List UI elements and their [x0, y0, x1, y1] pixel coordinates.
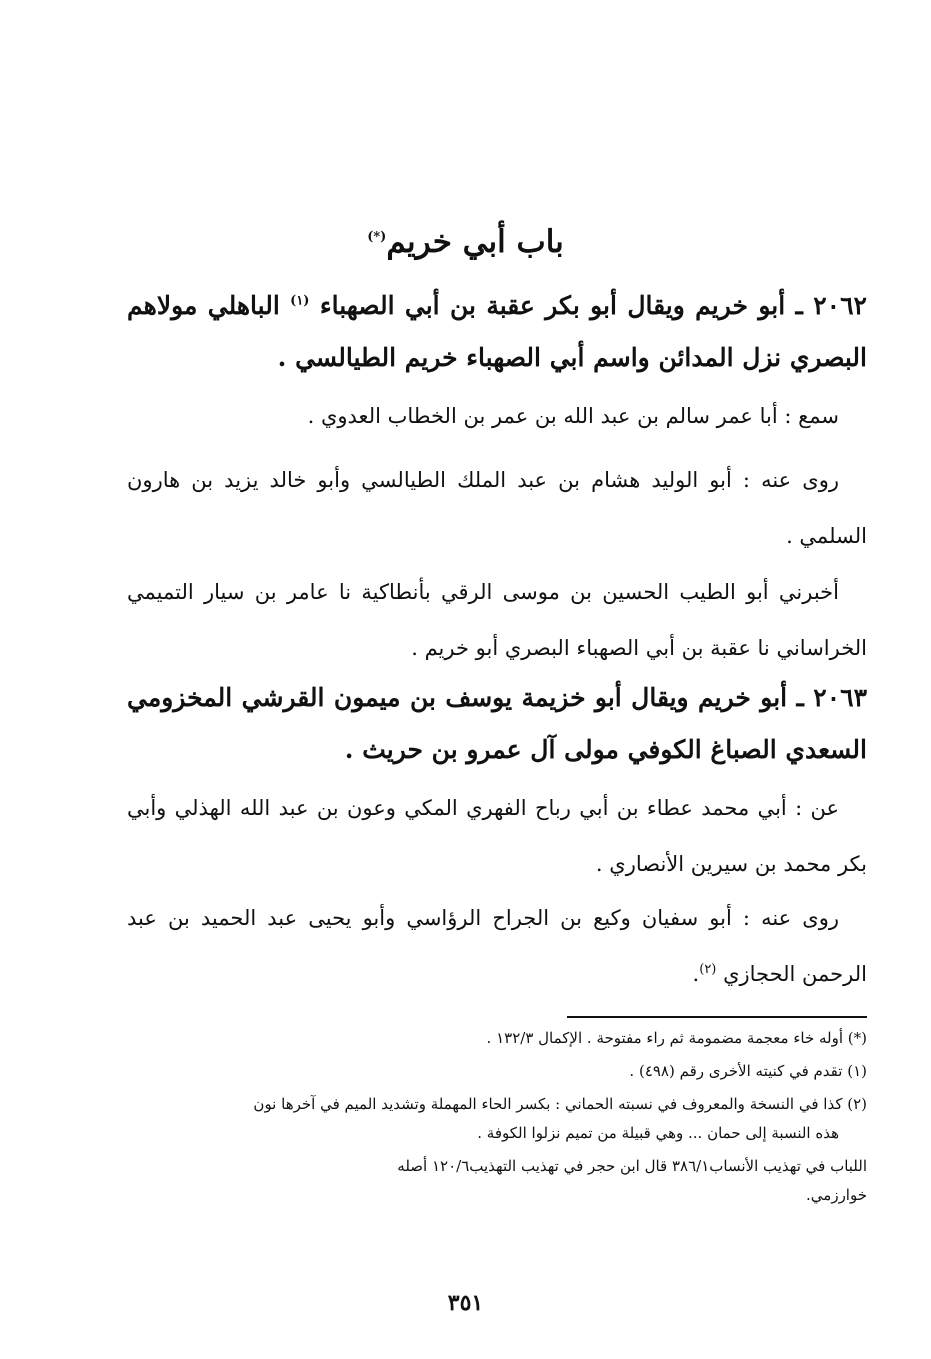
paragraph-end-mark: .: [692, 962, 700, 986]
footnote-item: [127, 1057, 867, 1086]
paragraph-text: أخبرني أبو الطيب الحسين بن موسى الرقي بأنطاكية نا عامر بن سيار التميمي الخراساني نا عقبة بن أبي الصهباء البصري أبو خريم .: [127, 580, 867, 660]
chapter-heading-text: باب أبي خريم: [386, 224, 564, 260]
paragraph-isnad: [127, 564, 867, 676]
footnote-item: [127, 1024, 867, 1053]
footnote-text: (٢) كذا في النسخة والمعروف في نسبته الحماني : بكسر الحاء المهملة وتشديد الميم في آخرها نون: [253, 1095, 867, 1113]
paragraph-narrated-by: [127, 890, 867, 1002]
footnote-text: (١) تقدم في كنيته الأخرى رقم (٤٩٨) .: [629, 1062, 867, 1080]
footnote-continuation: هذه النسبة إلى حمان ... وهي قبيلة من تميم نزلوا الكوفة .: [477, 1124, 839, 1142]
paragraph-text: عن : أبي محمد عطاء بن أبي رباح الفهري المكي وعون بن عبد الله الهذلي وأبي بكر محمد بن سيرين الأنصاري .: [127, 796, 867, 876]
footnote-ref: (٢): [699, 962, 717, 977]
chapter-heading-footnote-marker: (*): [367, 229, 387, 245]
page-number: ٣٥١: [447, 1290, 484, 1316]
entry-title-text: ٢٠٦٣ ـ أبو خريم ويقال أبو خزيمة يوسف بن ميمون القرشي المخزومي السعدي الصباغ الكوفي مولى آل عمرو بن حريث .: [127, 683, 867, 764]
entry-title-2062: [127, 280, 867, 384]
paragraph-text: روى عنه : أبو سفيان وكيع بن الجراح الرؤاسي وأبو يحيى عبد الحميد بن عبد الرحمن الحجازي: [127, 906, 867, 986]
paragraph-narrated-by: [127, 452, 867, 564]
footnote-text: اللباب في تهذيب الأنساب٣٨٦/١ قال ابن حجر في تهذيب التهذيب١٢٠/٦ أصله: [397, 1157, 867, 1175]
paragraph-text: سمع : أبا عمر سالم بن عبد الله بن عمر بن الخطاب العدوي .: [307, 404, 839, 428]
footnote-item: [127, 1090, 867, 1148]
footnote-separator: [567, 1016, 867, 1018]
entry-title-text: الباهلي مولاهم البصري نزل المدائن واسم أبي الصهباء خريم الطيالسي .: [127, 291, 867, 372]
entry-title-text: ٢٠٦٢ ـ أبو خريم ويقال أبو بكر عقبة بن أبي الصهباء: [319, 291, 867, 320]
paragraph-from: [127, 780, 867, 892]
paragraph-heard-from: [127, 388, 867, 444]
footnote-ref: (١): [290, 293, 310, 309]
paragraph-text: روى عنه : أبو الوليد هشام بن عبد الملك الطيالسي وأبو خالد يزيد بن هارون السلمي .: [127, 468, 867, 548]
footnote-text: (*) أوله خاء معجمة مضمومة ثم راء مفتوحة . الإكمال ١٣٢/٣ .: [486, 1029, 867, 1047]
footnotes: [127, 1024, 867, 1214]
footnote-continuation: خوارزمي.: [806, 1186, 867, 1204]
footnote-item: [127, 1152, 867, 1210]
chapter-heading: [0, 222, 931, 262]
entry-title-2063: [127, 672, 867, 776]
